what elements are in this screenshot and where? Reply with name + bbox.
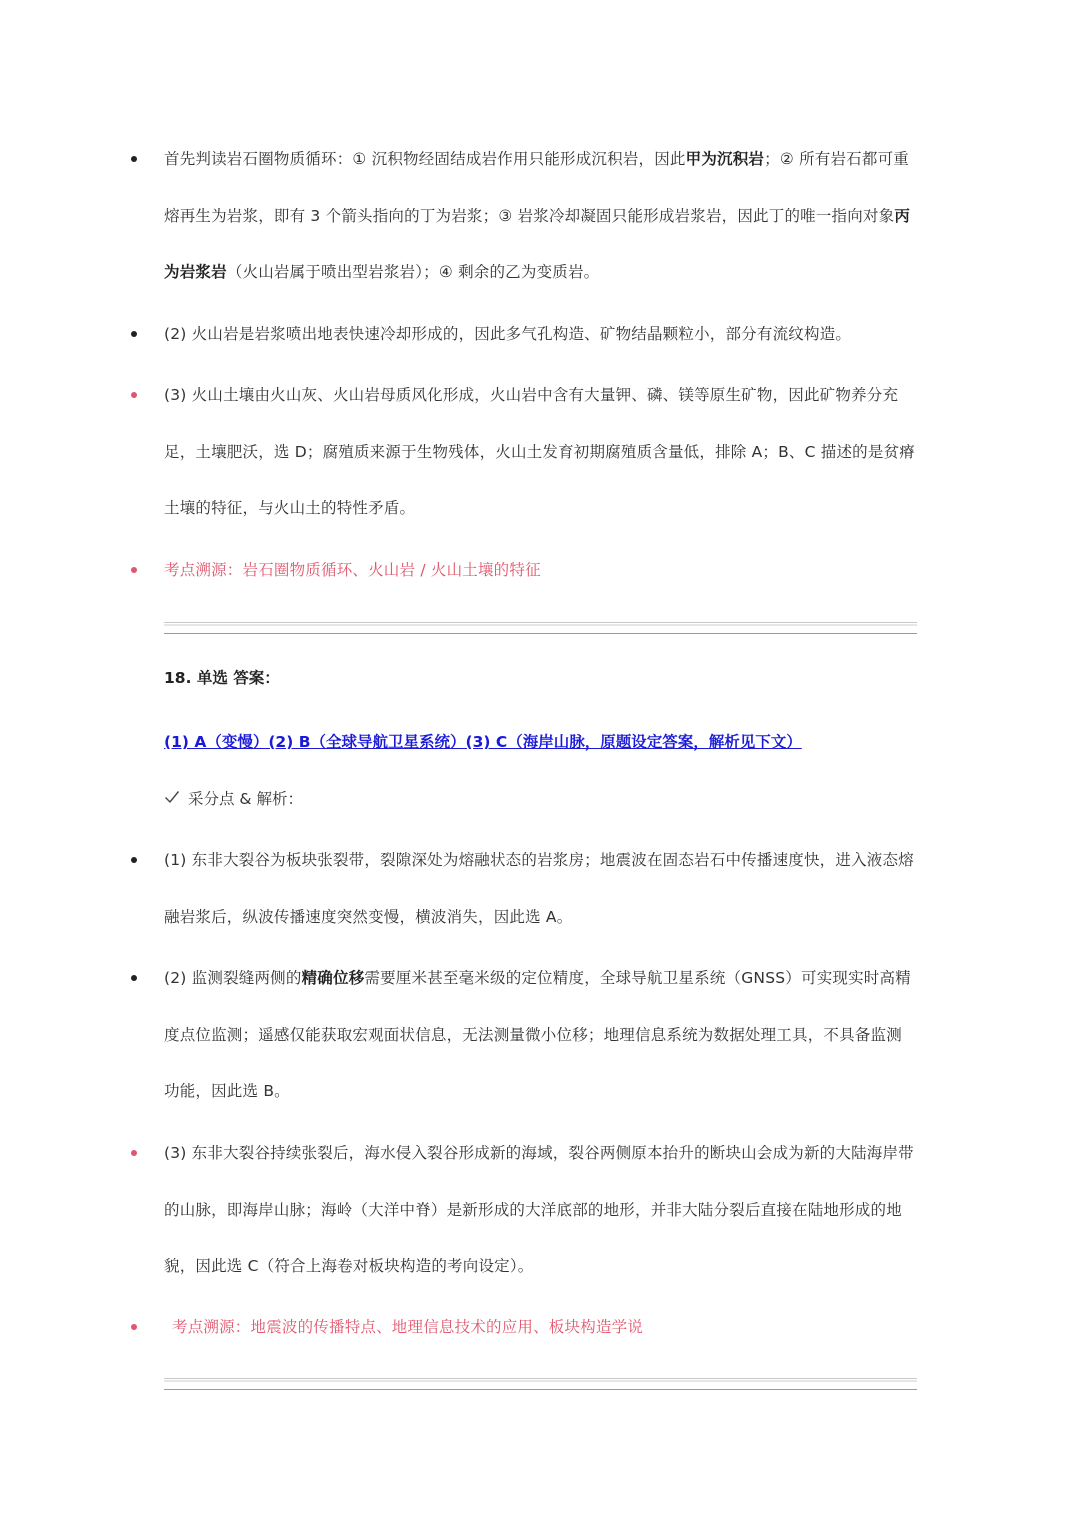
check-icon (164, 790, 180, 808)
question-title: 18. 单选 答案： (164, 669, 280, 687)
list-item: (3) 东非大裂谷持续张裂后，海水侵入裂谷形成新的海域，裂谷两侧原本抬升的断块山会成为新的大陆海岸带的山脉，即海岸山脉；海岭（大洋中脊）是新形成的大洋底部的地形，并非大陆分裂后直接在陆地形成的地貌，因此选 C（符合上海卷对板块构造的考向设定）。 (164, 1125, 917, 1295)
section-divider (164, 1378, 917, 1390)
list-item: (1) 东非大裂谷为板块张裂带，裂隙深处为熔融状态的岩浆房；地震波在固态岩石中传播速度快，进入液态熔融岩浆后，纵波传播速度突然变慢，横波消失，因此选 A。 (164, 832, 917, 945)
list-item: 首先判读岩石圈物质循环：① 沉积物经固结成岩作用只能形成沉积岩，因此甲为沉积岩；② 所有岩石都可重熔再生为岩浆，即有 3 个箭头指向的丁为岩浆；③ 岩浆冷却凝固只能形成岩浆岩，因此丁的唯一指向对象丙为岩浆岩（火山岩属于喷出型岩浆岩）；④ 剩余的乙为变质岩。 (164, 131, 917, 301)
list-item: (3) 火山土壤由火山灰、火山岩母质风化形成，火山岩中含有大量钾、磷、镁等原生矿物，因此矿物养分充足，土壤肥沃，选 D；腐殖质来源于生物残体，火山土发育初期腐殖质含量低，排除 A；B、C 描述的是贫瘠土壤的特征，与火山土的特性矛盾。 (164, 367, 917, 537)
answer-link[interactable]: (1) A（变慢）(2) B（全球导航卫星系统）(3) C（海岸山脉，原题设定答案，解析见下文） (164, 733, 802, 751)
source-note: 考点溯源：岩石圈物质循环、火山岩 / 火山土壤的特征 (164, 542, 917, 599)
list-item: (2) 火山岩是岩浆喷出地表快速冷却形成的，因此多气孔构造、矿物结晶颗粒小，部分有流纹构造。 (164, 306, 917, 363)
source-note: 考点溯源：地震波的传播特点、地理信息技术的应用、板块构造学说 (164, 1299, 917, 1356)
list-item: (2) 监测裂缝两侧的精确位移需要厘米甚至毫米级的定位精度，全球导航卫星系统（GNSS）可实现实时高精度点位监测；遥感仅能获取宏观面状信息，无法测量微小位移；地理信息系统为数据处理工具，不具备监测功能，因此选 B。 (164, 950, 917, 1120)
emphasis-sedimentary: 甲为沉积岩 (685, 150, 765, 168)
analysis-label: 采分点 & 解析： (164, 787, 303, 809)
section-divider (164, 622, 917, 634)
emphasis-displacement: 精确位移 (301, 969, 365, 987)
emphasis-igneous: 丙为岩浆岩 (164, 206, 911, 281)
